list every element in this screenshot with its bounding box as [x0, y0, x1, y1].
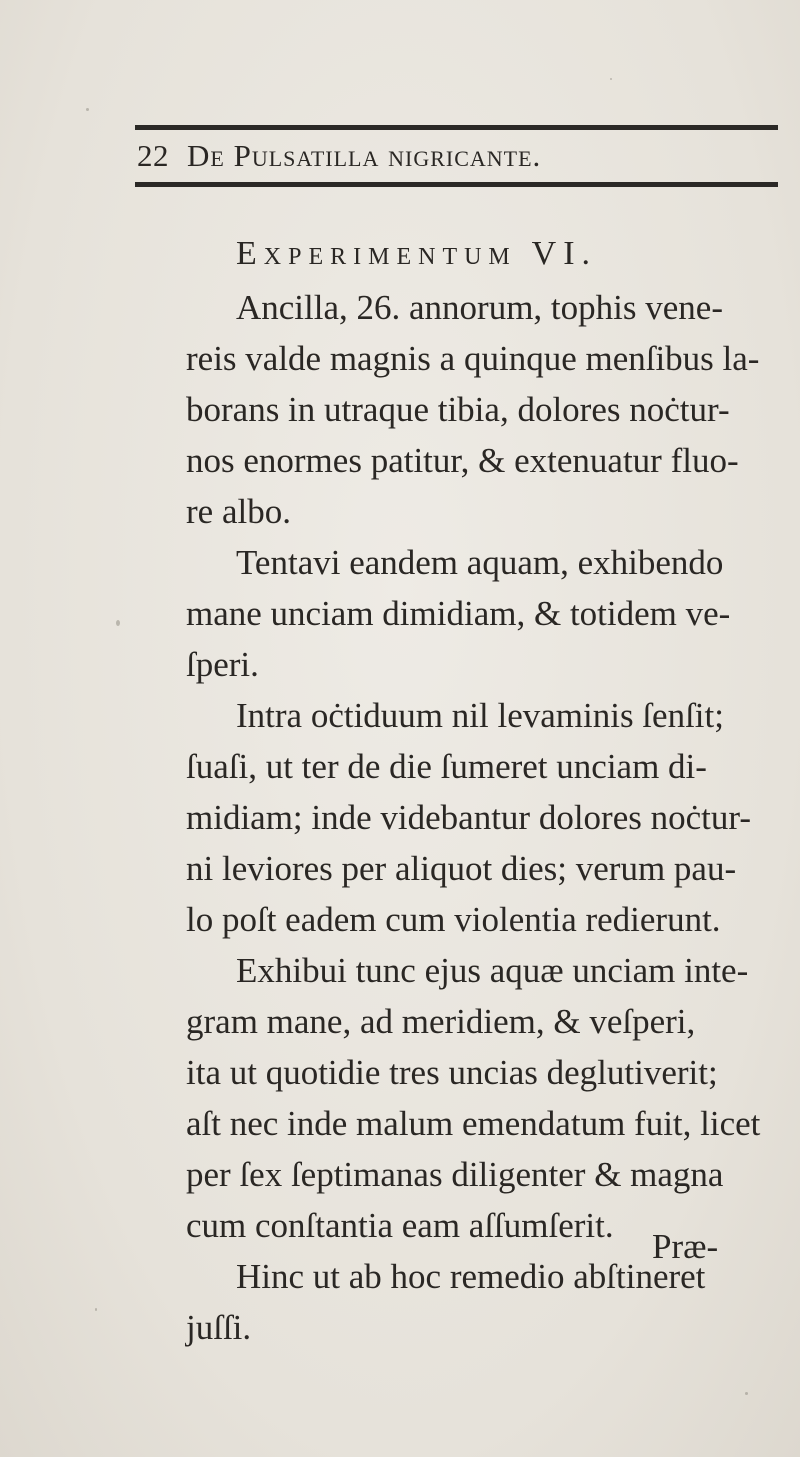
paper-speck	[86, 108, 89, 111]
text-line: ita ut quotidie tres uncias deglutiverit;	[186, 1053, 718, 1092]
section-heading: Experimentum VI.	[236, 235, 598, 272]
paper-speck	[745, 1392, 748, 1395]
text-line: Ancilla, 26. annorum, tophis vene-	[236, 288, 723, 327]
text-line: Hinc ut ab hoc remedio abſtineret	[236, 1257, 706, 1296]
text-line: Exhibui tunc ejus aquæ unciam inte-	[236, 951, 749, 990]
text-line: borans in utraque tibia, dolores noċtur-	[186, 390, 730, 429]
text-line: reis valde magnis a quinque menſibus la-	[186, 339, 760, 378]
text-line: gram mane, ad meridiem, & veſperi,	[186, 1002, 696, 1041]
paper-speck	[116, 620, 120, 626]
text-line: midiam; inde videbantur dolores noċtur-	[186, 798, 751, 837]
page-number: 22	[137, 138, 169, 173]
text-line: Tentavi eandem aquam, exhibendo	[236, 543, 724, 582]
text-line: per ſex ſeptimanas diligenter & magna	[186, 1155, 724, 1194]
header-rule-top	[135, 125, 778, 130]
paper-speck	[610, 78, 612, 80]
text-line: aſt nec inde malum emendatum fuit, licet	[186, 1104, 761, 1143]
body-text	[186, 282, 786, 1353]
text-line: nos enormes patitur, & extenuatur fluo-	[186, 441, 739, 480]
text-line: ſperi.	[186, 645, 259, 684]
text-line: cum conſtantia eam aſſumſerit.	[186, 1206, 614, 1245]
text-line: re albo.	[186, 492, 291, 531]
text-line: lo poſt eadem cum violentia redierunt.	[186, 900, 721, 939]
header-rule-bottom	[135, 182, 778, 187]
catchword: Præ-	[652, 1227, 719, 1266]
text-line: juſſi.	[186, 1308, 252, 1347]
text-line: mane unciam dimidiam, & totidem ve-	[186, 594, 731, 633]
running-head-title: De Pulsatilla nigricante.	[187, 138, 542, 173]
text-line: ni leviores per aliquot dies; verum pau-	[186, 849, 737, 888]
paper-speck	[95, 1308, 97, 1311]
text-line: Intra oċtiduum nil levaminis ſenſit;	[236, 696, 724, 735]
running-head	[137, 138, 777, 178]
text-line: ſuaſi, ut ter de die ſumeret unciam di-	[186, 747, 707, 786]
